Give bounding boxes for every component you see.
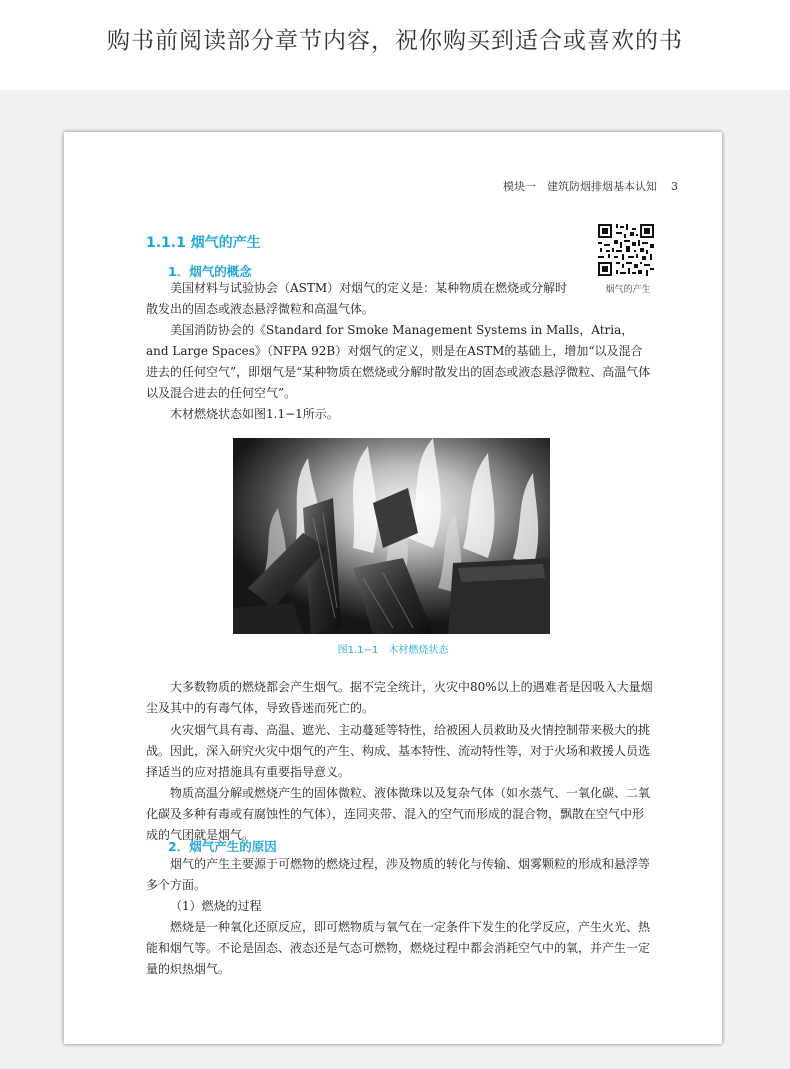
paragraph-text-7: 烟气的产生主要源于可燃物的燃烧过程，涉及物质的转化与传输、烟雾颗粒的形成和悬浮等多个方面。 xyxy=(146,857,651,892)
page-number: 3 xyxy=(671,180,678,193)
paragraph xyxy=(146,677,654,719)
paragraph-text-3: 木材燃烧状态如图1.1−1所示。 xyxy=(170,407,339,421)
qr-caption: 烟气的产生 xyxy=(605,285,651,295)
paragraph-text-5: 火灾烟气具有毒、高温、遮光、主动蔓延等特性，给被困人员救助及火情控制带来极大的挑战。因此，深入研究火灾中烟气的产生、构成、基本特性、流动特性等，对于火场和救援人员选择适当的应对措施具有重要指导意义。 xyxy=(146,723,651,779)
paragraph-text-6: 物质高温分解或燃烧产生的固体微粒、液体微珠以及复杂气体（如水蒸气、一氧化碳、二氧化碳及多种有毒或有腐蚀性的气体），连同夹带、混入的空气而形成的混合物，飘散在空气中形成的气团就是烟气。 xyxy=(146,786,651,842)
paragraph-text-9: 燃烧是一种氧化还原反应，即可燃物质与氧气在一定条件下发生的化学反应，产生火光、热能和烟气等。不论是固态、液态还是气态可燃物，燃烧过程中都会消耗空气中的氧，并产生一定量的炽热烟气。 xyxy=(146,920,651,976)
paragraph-text-8: （1）燃烧的过程 xyxy=(170,899,262,913)
banner-text: 购书前阅读部分章节内容，祝你购买到适合或喜欢的书 xyxy=(107,28,683,54)
running-head xyxy=(503,178,678,194)
paragraph xyxy=(146,896,654,917)
top-banner xyxy=(0,0,790,90)
paragraph xyxy=(146,854,654,896)
subsection-title-1: 1．烟气的概念 xyxy=(168,264,252,279)
paragraph xyxy=(146,917,654,980)
paragraph-text-2: 美国消防协会的《Standard for Smoke Management Systems in Malls，Atria，and Large Spaces》（NFPA 92B）对烟气的定义，则是在ASTM的基础上，增加“以及混合进去的任何空气”，即烟气是“某种物质在燃烧或分解时散发出的固态或液态悬浮微粒、高温气体以及混合进去的任何空气”。 xyxy=(146,323,651,400)
paragraph xyxy=(146,278,576,320)
qr-code-icon xyxy=(598,224,654,276)
section-title: 1.1.1 烟气的产生 xyxy=(146,235,261,251)
book-page xyxy=(64,132,722,1044)
paragraph-text-1: 美国材料与试验协会（ASTM）对烟气的定义是：某种物质在燃烧或分解时散发出的固态或液态悬浮微粒和高温气体。 xyxy=(146,281,568,316)
paragraph-text-4: 大多数物质的燃烧都会产生烟气。据不完全统计，火灾中80%以上的遇难者是因吸入大量烟尘及其中的有毒气体，导致昏迷而死亡的。 xyxy=(146,680,653,715)
running-head-title: 模块一 建筑防烟排烟基本认知 xyxy=(503,180,657,193)
paragraph xyxy=(146,320,654,404)
figure-caption: 图1.1−1 木材燃烧状态 xyxy=(337,645,449,656)
subsection-title-2: 2．烟气产生的原因 xyxy=(168,839,277,854)
burning-wood-photo xyxy=(233,438,550,634)
paragraph xyxy=(146,720,654,783)
paragraph xyxy=(146,404,654,425)
